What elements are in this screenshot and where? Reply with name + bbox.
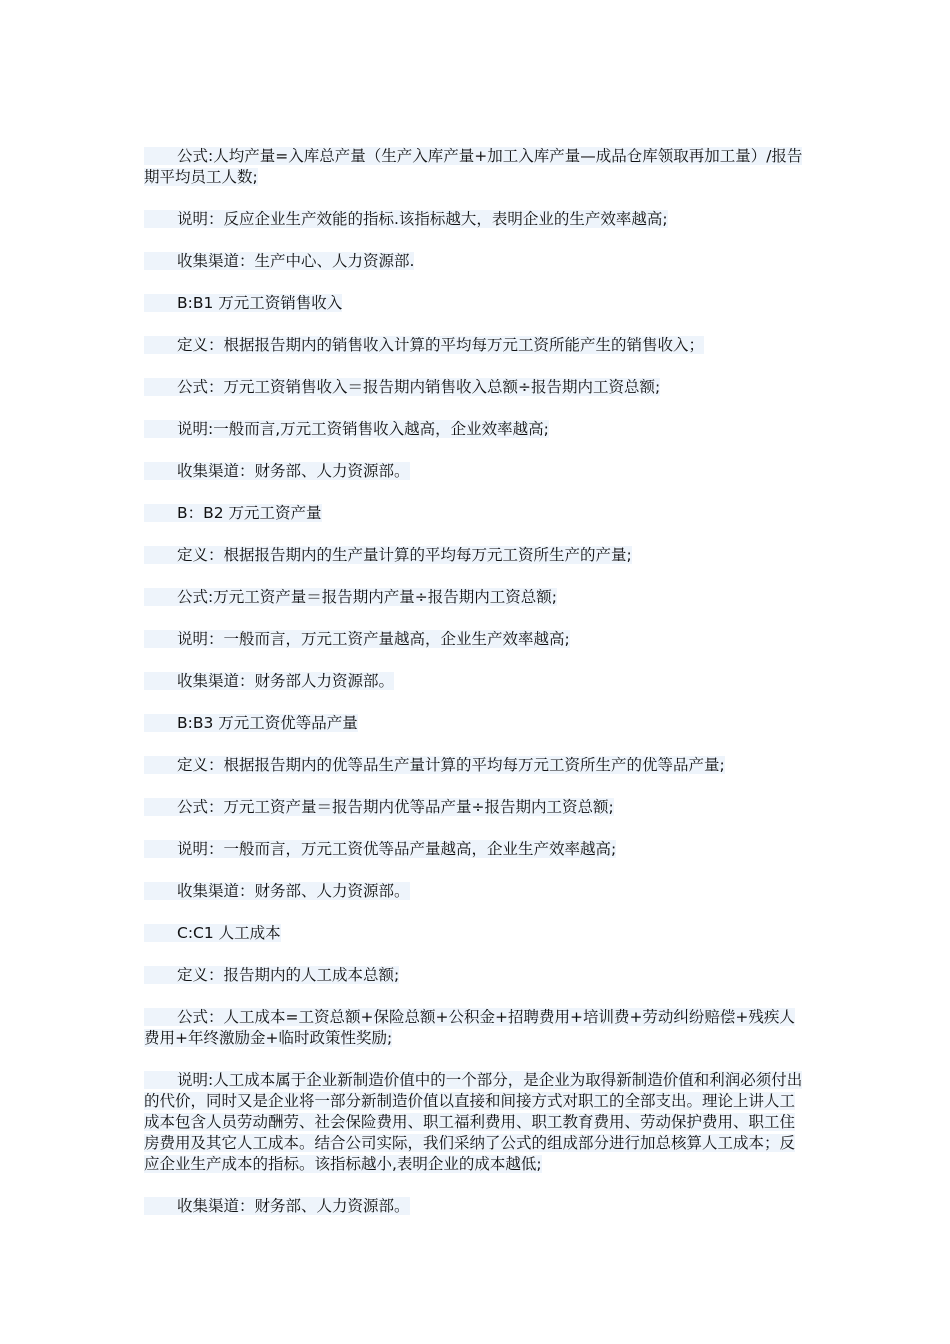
paragraph-text: B：B2 万元工资产量: [177, 504, 322, 522]
paragraph-text: 说明:一般而言,万元工资销售收入越高，企业效率越高;: [177, 420, 549, 438]
paragraph-text: B:B3 万元工资优等品产量: [177, 714, 358, 732]
paragraph-text: 公式：人工成本=工资总额+保险总额+公积金+招聘费用+培训费+劳动纠纷赔偿+残疾人费用+年终激励金+临时政策性奖励;: [144, 1008, 795, 1047]
paragraph: [144, 1007, 806, 1049]
paragraph-text: 公式：万元工资产量＝报告期内优等品产量÷报告期内工资总额;: [177, 798, 614, 816]
paragraph: [144, 251, 806, 272]
paragraph: [144, 755, 806, 776]
section-heading: [144, 293, 806, 314]
paragraph-text: 说明：一般而言，万元工资优等品产量越高，企业生产效率越高;: [177, 840, 617, 858]
paragraph-text: 收集渠道：财务部、人力资源部。: [177, 1197, 410, 1215]
paragraph-text: 公式:万元工资产量＝报告期内产量÷报告期内工资总额;: [177, 588, 557, 606]
paragraph: [144, 1070, 806, 1175]
paragraph-text: 收集渠道：财务部人力资源部。: [177, 672, 395, 690]
paragraph: [144, 419, 806, 440]
paragraph-text: 定义：报告期内的人工成本总额;: [177, 966, 400, 984]
section-heading: [144, 923, 806, 944]
paragraph: [144, 839, 806, 860]
paragraph-text: 收集渠道：生产中心、人力资源部.: [177, 252, 415, 270]
document-body: [144, 146, 806, 1238]
paragraph: [144, 377, 806, 398]
paragraph: [144, 629, 806, 650]
paragraph: [144, 146, 806, 188]
paragraph: [144, 671, 806, 692]
paragraph: [144, 335, 806, 356]
paragraph-text: 定义：根据报告期内的生产量计算的平均每万元工资所生产的产量;: [177, 546, 632, 564]
paragraph-text: 说明：一般而言，万元工资产量越高，企业生产效率越高;: [177, 630, 570, 648]
paragraph: [144, 545, 806, 566]
paragraph: [144, 797, 806, 818]
paragraph: [144, 881, 806, 902]
paragraph-text: B:B1 万元工资销售收入: [177, 294, 343, 312]
paragraph-text: 定义：根据报告期内的销售收入计算的平均每万元工资所能产生的销售收入；: [177, 336, 705, 354]
paragraph-text: 说明:人工成本属于企业新制造价值中的一个部分，是企业为取得新制造价值和利润必须付出的代价，同时又是企业将一部分新制造价值以直接和间接方式对职工的全部支出。理论上讲人工成本包含人员劳动酬劳、社会保险费用、职工福利费用、职工教育费用、劳动保护费用、职工住房费用及其它人工成本。结合公司实际，我们采纳了公式的组成部分进行加总核算人工成本；反应企业生产成本的指标。该指标越小,表明企业的成本越低;: [144, 1071, 803, 1173]
paragraph: [144, 461, 806, 482]
paragraph: [144, 587, 806, 608]
paragraph-text: C:C1 人工成本: [177, 924, 281, 942]
paragraph-text: 说明：反应企业生产效能的指标.该指标越大，表明企业的生产效率越高;: [177, 210, 668, 228]
section-heading: [144, 713, 806, 734]
paragraph: [144, 965, 806, 986]
paragraph-text: 收集渠道：财务部、人力资源部。: [177, 882, 410, 900]
paragraph-text: 公式:人均产量=入库总产量（生产入库产量+加工入库产量—成品仓库领取再加工量）/报告期平均员工人数;: [144, 147, 803, 186]
section-heading: [144, 503, 806, 524]
paragraph-text: 公式：万元工资销售收入＝报告期内销售收入总额÷报告期内工资总额;: [177, 378, 661, 396]
paragraph: [144, 209, 806, 230]
paragraph: [144, 1196, 806, 1217]
paragraph-text: 定义：根据报告期内的优等品生产量计算的平均每万元工资所生产的优等品产量;: [177, 756, 725, 774]
paragraph-text: 收集渠道：财务部、人力资源部。: [177, 462, 410, 480]
